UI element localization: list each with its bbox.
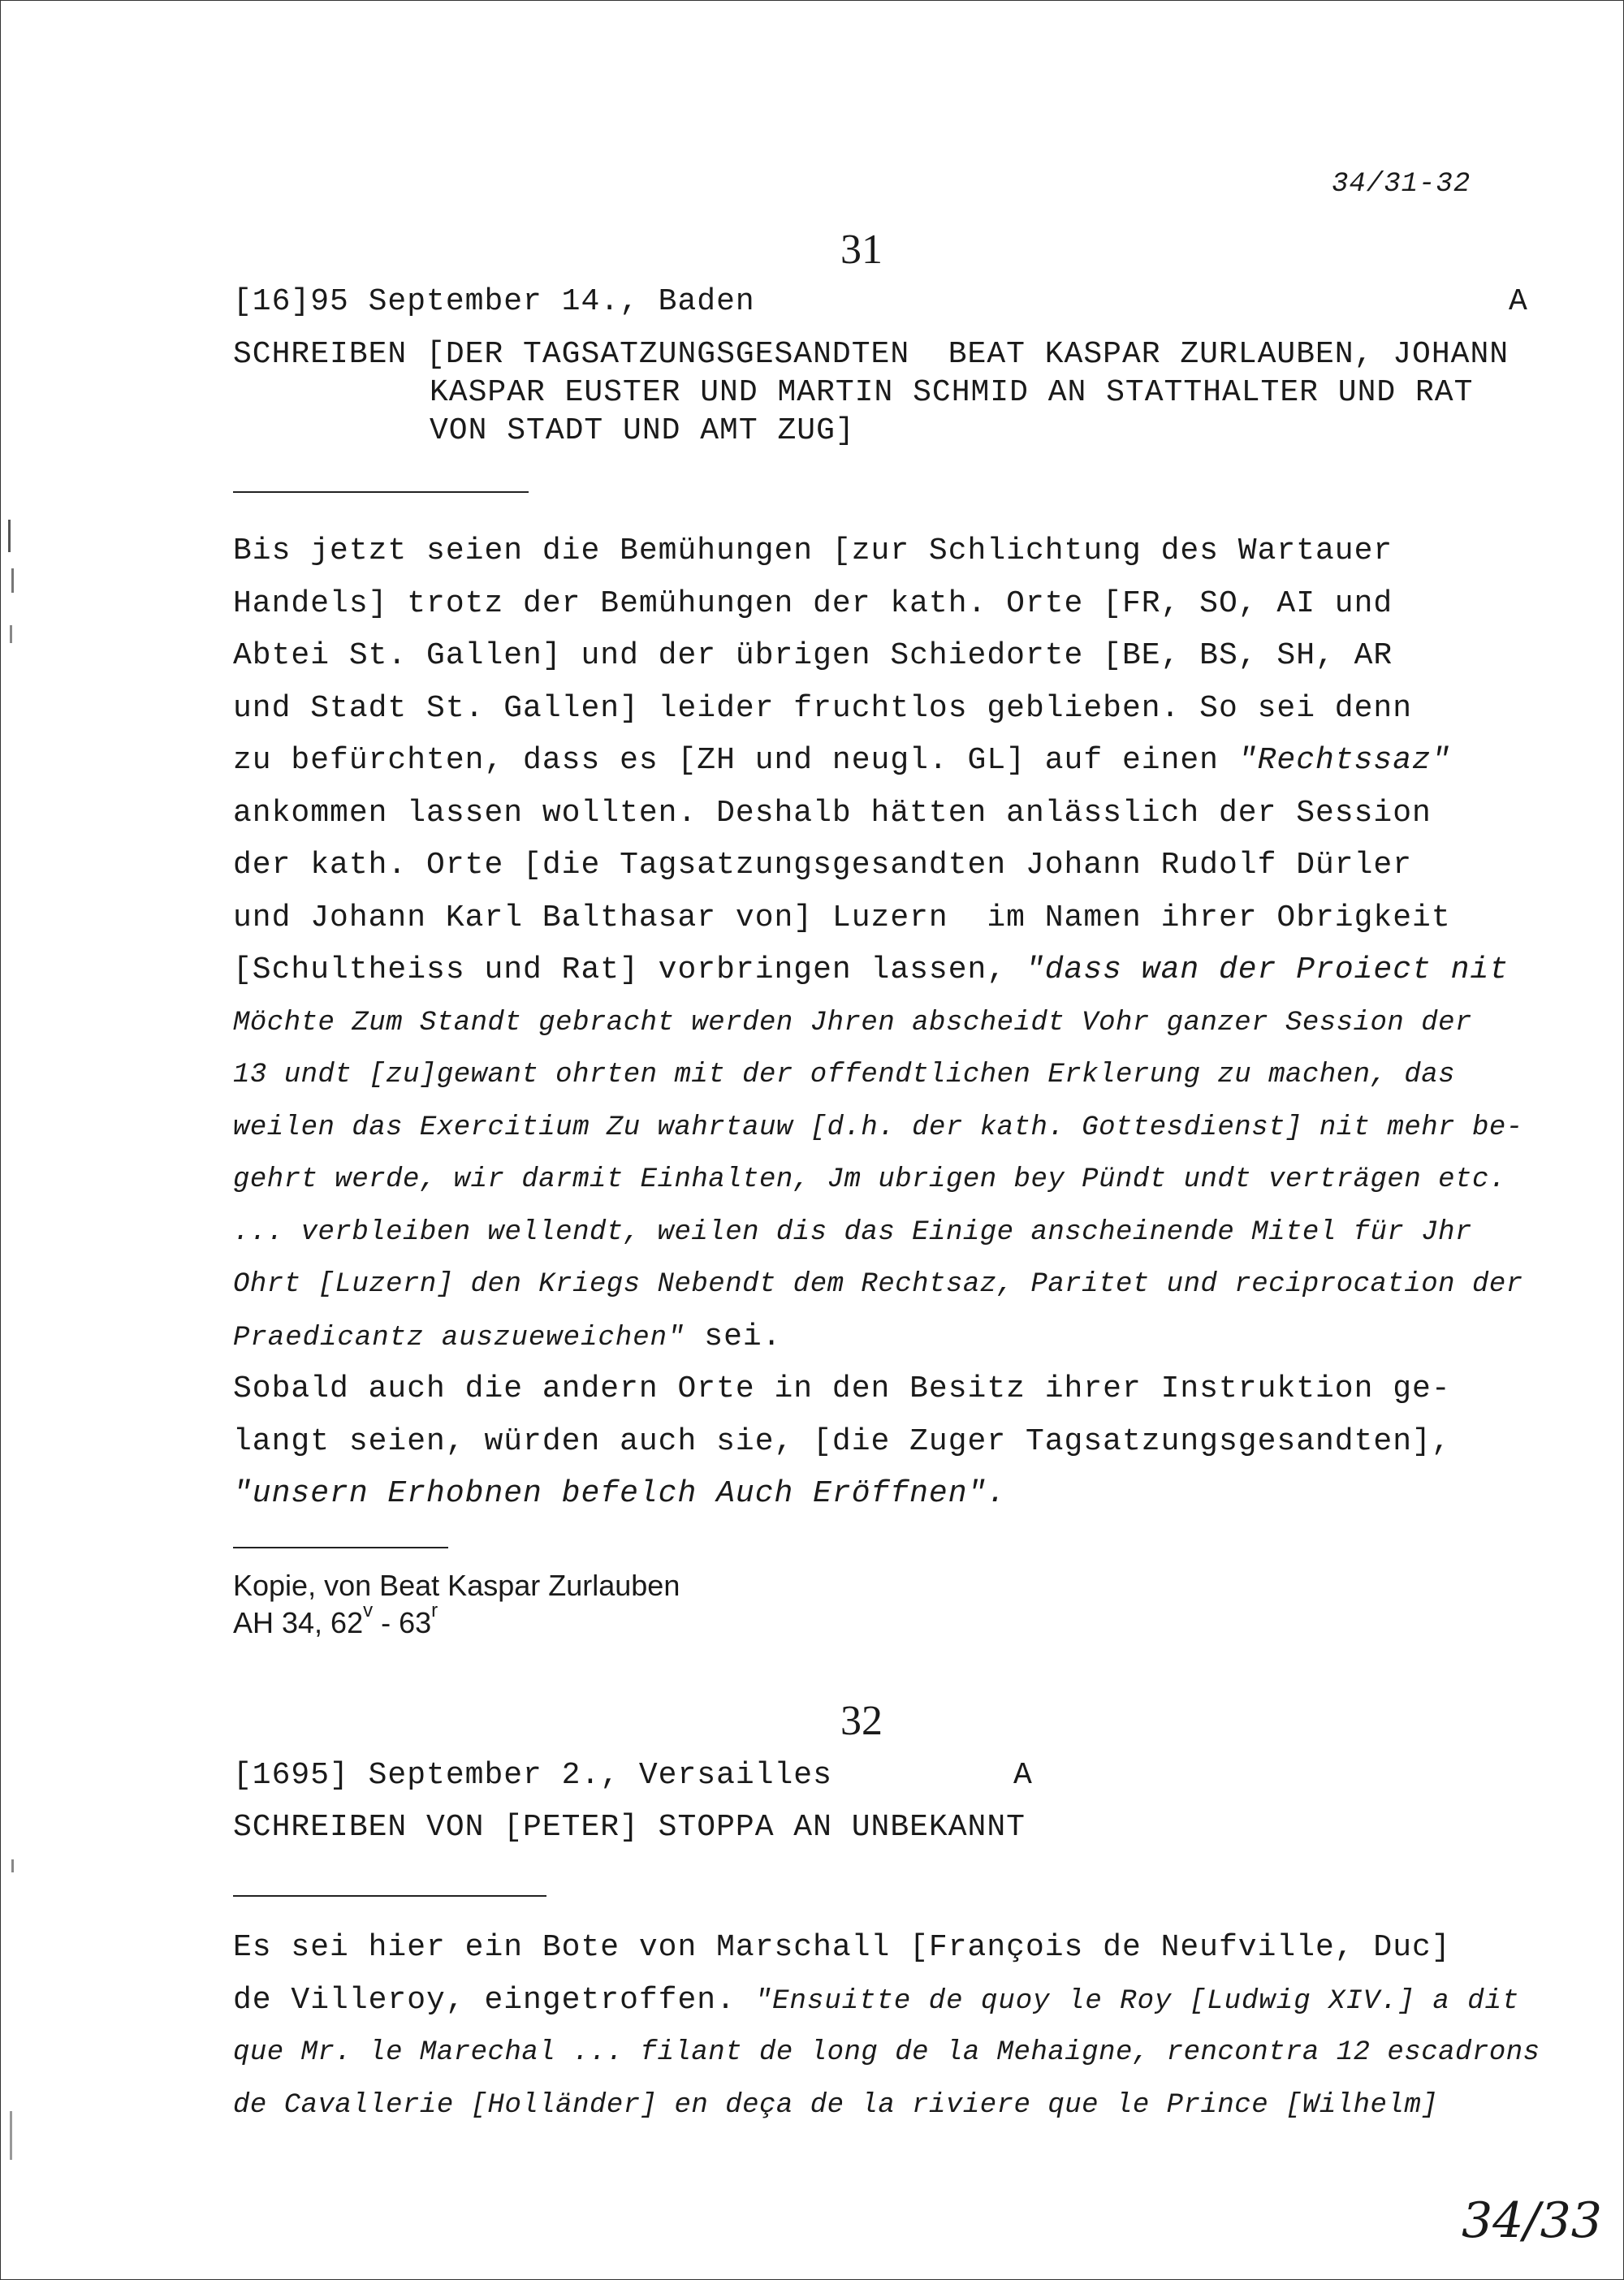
quoted-line: "unsern Erhobnen befelch Auch Eröffnen".	[233, 1476, 1007, 1511]
regest-line: und Stadt St. Gallen] leider fruchtlos geblieben. So sei denn	[233, 690, 1413, 726]
quoted-line: ... verbleiben wellendt, weilen dis das Einige anscheinende Mitel für Jhr	[233, 1216, 1472, 1248]
quoted-line: Möchte Zum Standt gebracht werden Jhren abscheidt Vohr ganzer Session der	[233, 1007, 1472, 1039]
quoted-line: weilen das Exercitium Zu wahrtauw [d.h. der kath. Gottesdienst] nit mehr be-	[233, 1112, 1523, 1143]
doc31-regest	[233, 525, 1548, 1521]
regest-line: Handels] trotz der Bemühungen der kath. Orte [FR, SO, AI und	[233, 585, 1393, 621]
regest-line: Abtei St. Gallen] und der übrigen Schiedorte [BE, BS, SH, AR	[233, 638, 1393, 673]
quoted-text: "Rechtssaz"	[1237, 743, 1451, 778]
regest-line	[233, 1975, 1548, 2027]
separator-rule	[233, 491, 529, 493]
document-number-32: 32	[840, 1698, 883, 1744]
doc31-source-copy: Kopie, von Beat Kaspar Zurlauben	[233, 1569, 680, 1602]
quoted-line: que Mr. le Marechal ... filant de long de la Mehaigne, rencontra 12 escadrons	[233, 2037, 1540, 2068]
regest-text: [Schultheiss und Rat] vorbringen lassen,	[233, 952, 1026, 987]
regest-line: und Johann Karl Balthasar von] Luzern im Namen ihrer Obrigkeit	[233, 900, 1451, 935]
regest-line: der kath. Orte [die Tagsatzungsgesandten Johann Rudolf Dürler	[233, 848, 1413, 883]
doc31-title-line: VON STADT UND AMT ZUG]	[430, 413, 855, 448]
source-ref-text: AH 34, 62	[233, 1606, 364, 1639]
regest-line	[233, 1311, 1548, 1364]
doc32-letter: A	[1013, 1758, 1033, 1793]
regest-line	[233, 735, 1548, 788]
regest-line: Es sei hier ein Bote von Marschall [François de Neufville, Duc]	[233, 1930, 1451, 1965]
scan-artifact	[10, 2111, 12, 2160]
regest-line: Sobald auch die andern Orte in den Besitz ihrer Instruktion ge-	[233, 1371, 1451, 1406]
regest-line: Bis jetzt seien die Bemühungen [zur Schlichtung des Wartauer	[233, 533, 1393, 568]
doc32-date-place: [1695] September 2., Versailles	[233, 1758, 832, 1793]
separator-rule	[233, 1895, 546, 1897]
regest-text: sei.	[685, 1319, 782, 1354]
document-number-31: 31	[840, 227, 883, 273]
verso-mark: v	[363, 1600, 374, 1621]
recto-mark: r	[431, 1600, 438, 1621]
source-ref-text: - 63	[373, 1606, 432, 1639]
regest-text: de Villeroy, eingetroffen.	[233, 1982, 755, 2018]
doc31-title-line: SCHREIBEN [DER TAGSATZUNGSGESANDTEN BEAT KASPAR ZURLAUBEN, JOHANN	[233, 337, 1510, 372]
quoted-line: gehrt werde, wir darmit Einhalten, Jm ubrigen bey Pündt undt verträgen etc.	[233, 1164, 1506, 1195]
doc31-letter: A	[1509, 284, 1528, 319]
quoted-text: "Ensuitte de quoy le Roy [Ludwig XIV.] a dit	[754, 1985, 1520, 2017]
quoted-line: de Cavallerie [Holländer] en deça de la riviere que le Prince [Wilhelm]	[233, 2089, 1439, 2121]
quoted-text: "dass wan der Proiect nit	[1025, 952, 1510, 987]
scan-artifact	[10, 625, 12, 643]
regest-line: ankommen lassen wollten. Deshalb hätten anlässlich der Session	[233, 795, 1432, 831]
regest-line: langt seien, würden auch sie, [die Zuger Tagsatzungsgesandten],	[233, 1423, 1451, 1459]
doc32-title: SCHREIBEN VON [PETER] STOPPA AN UNBEKANNT	[233, 1810, 1026, 1845]
page-reference: 34/31-32	[1332, 169, 1471, 200]
scan-artifact	[11, 568, 14, 593]
doc32-regest	[233, 1922, 1548, 2131]
quoted-line: 13 undt [zu]gewant ohrten mit der offendtlichen Erklerung zu machen, das	[233, 1060, 1456, 1090]
handwritten-page-number: 34/33	[1462, 2192, 1602, 2249]
scan-artifact	[11, 1859, 14, 1872]
quoted-line: Ohrt [Luzern] den Kriegs Nebendt dem Rechtsaz, Paritet und reciprocation der	[233, 1269, 1523, 1300]
doc31-source-reference	[233, 1600, 438, 1640]
doc31-title-line: KASPAR EUSTER UND MARTIN SCHMID AN STATTHALTER UND RAT	[430, 375, 1474, 410]
regest-text: zu befürchten, dass es [ZH und neugl. GL] auf einen	[233, 743, 1238, 778]
regest-line	[233, 944, 1548, 997]
scan-artifact	[8, 520, 11, 552]
quoted-text: Praedicantz auszueweichen"	[233, 1322, 685, 1354]
separator-rule	[233, 1547, 448, 1548]
doc31-date-place: [16]95 September 14., Baden	[233, 284, 755, 319]
